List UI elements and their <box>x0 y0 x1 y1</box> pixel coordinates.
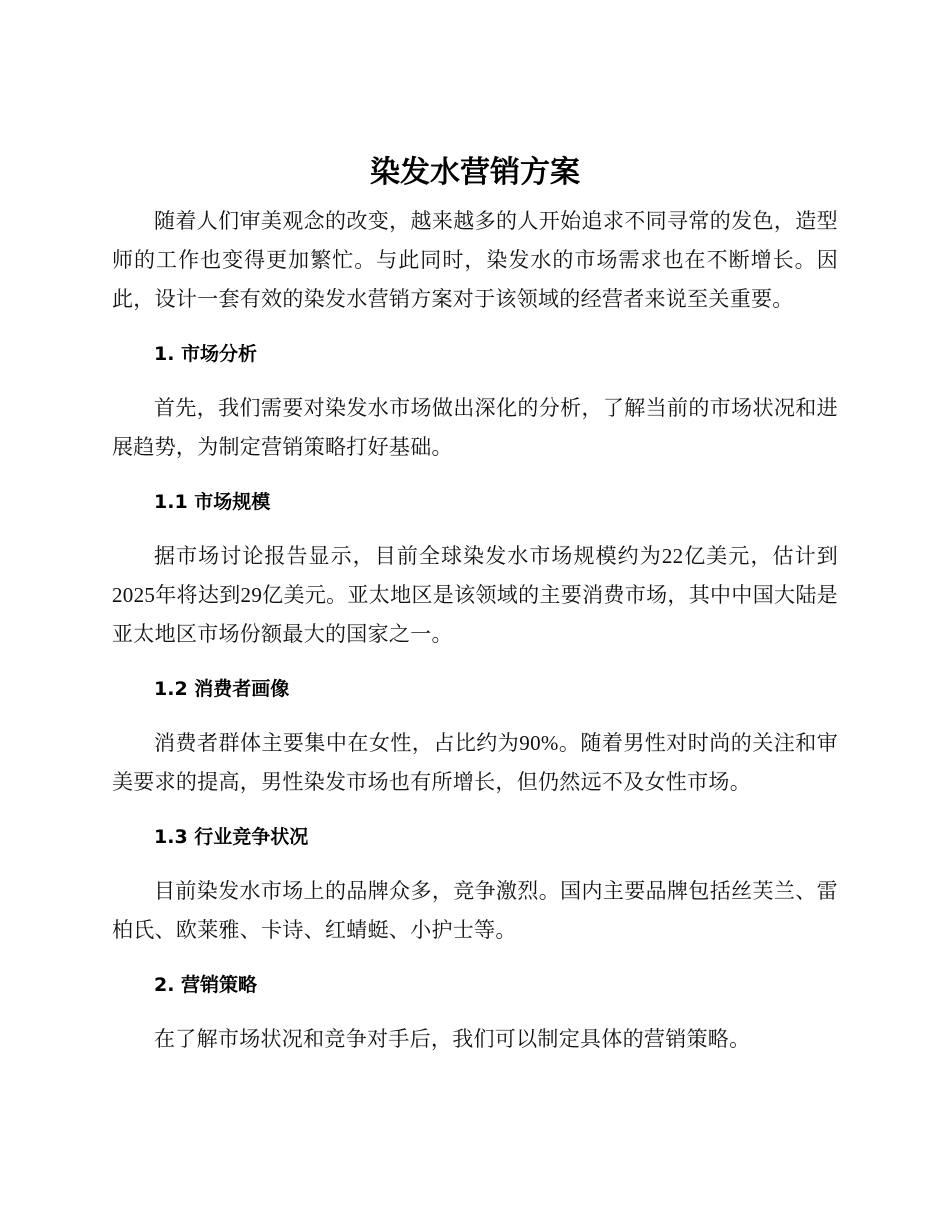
section-paragraph-market-analysis: 首先，我们需要对染发水市场做出深化的分析，了解当前的市场状况和进展趋势，为制定营销策略打好基础。 <box>112 396 838 459</box>
document-content <box>112 150 838 1059</box>
section-heading-market-analysis: 1. 市场分析 <box>154 343 258 365</box>
section-heading-consumer-profile: 1.2 消费者画像 <box>154 678 290 700</box>
section-paragraph-competition: 目前染发水市场上的品牌众多，竞争激烈。国内主要品牌包括丝芙兰、雷柏氏、欧莱雅、卡诗、红蜻蜓、小护士等。 <box>112 879 838 942</box>
section-heading-market-size: 1.1 市场规模 <box>154 491 271 513</box>
section-paragraph-consumer-profile: 消费者群体主要集中在女性，占比约为90%。随着男性对时尚的关注和审美要求的提高，男性染发市场也有所增长，但仍然远不及女性市场。 <box>112 731 838 794</box>
document-title: 染发水营销方案 <box>370 155 580 190</box>
section-heading-marketing-strategy: 2. 营销策略 <box>154 974 258 996</box>
section-paragraph-market-size: 据市场讨论报告显示，目前全球染发水市场规模约为22亿美元，估计到2025年将达到29亿美元。亚太地区是该领域的主要消费市场，其中中国大陆是亚太地区市场份额最大的国家之一。 <box>112 544 838 646</box>
section-heading-competition: 1.3 行业竞争状况 <box>154 826 309 848</box>
intro-paragraph: 随着人们审美观念的改变，越来越多的人开始追求不同寻常的发色，造型师的工作也变得更加繁忙。与此同时，染发水的市场需求也在不断增长。因此，设计一套有效的染发水营销方案对于该领域的经营者来说至关重要。 <box>112 209 838 311</box>
section-paragraph-marketing-strategy: 在了解市场状况和竞争对手后，我们可以制定具体的营销策略。 <box>154 1027 751 1051</box>
